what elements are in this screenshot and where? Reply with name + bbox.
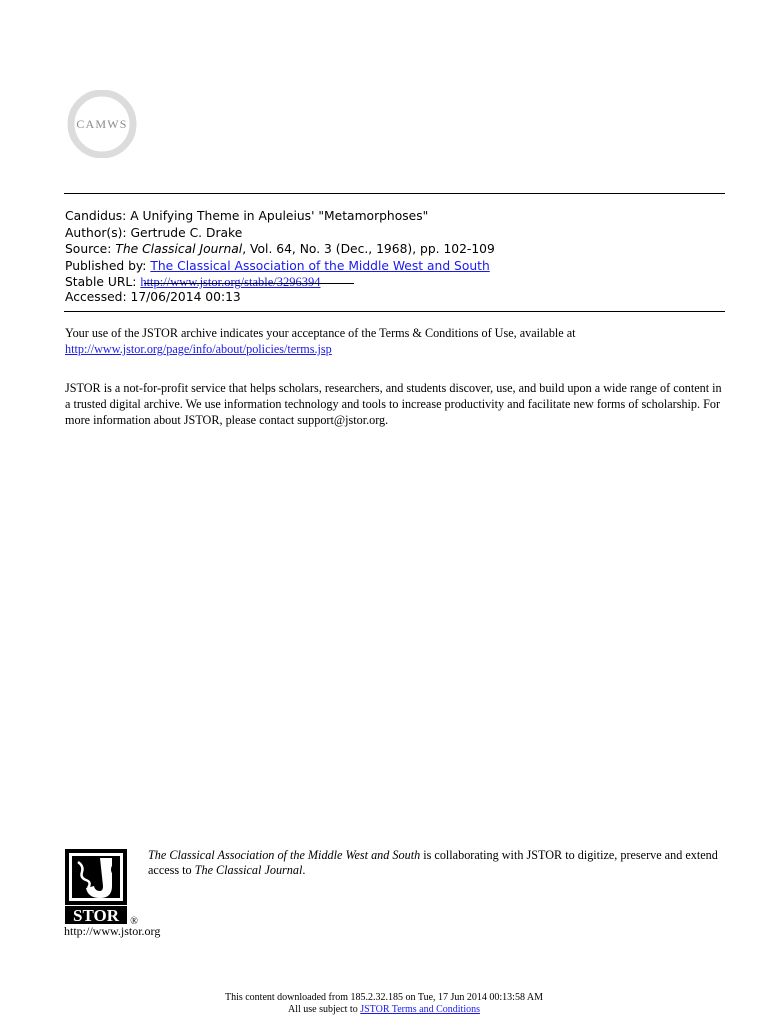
- article-title: Candidus: A Unifying Theme in Apuleius' "Metamorphoses": [65, 209, 429, 223]
- source-details: , Vol. 64, No. 3 (Dec., 1968), pp. 102-109: [242, 242, 495, 257]
- published-label: Published by:: [65, 258, 147, 273]
- camws-seal-icon: [64, 90, 140, 158]
- author-line: [65, 225, 495, 242]
- jstor-logo-icon: [64, 848, 144, 926]
- accessed-line: Accessed: 17/06/2014 00:13: [65, 290, 241, 304]
- stable-url-link[interactable]: http://www.jstor.org/stable/3296394: [140, 275, 321, 290]
- citation-block: [65, 208, 495, 291]
- jstor-logo: [64, 848, 144, 931]
- collaboration-statement: [148, 848, 728, 879]
- publisher-line: [65, 258, 495, 275]
- author-label: Author(s):: [65, 225, 127, 240]
- source-label: Source:: [65, 242, 112, 257]
- camws-logo: [64, 90, 140, 158]
- source-line: [65, 241, 495, 258]
- footer-prefix: All use subject to: [288, 1003, 361, 1015]
- jstor-terms-link[interactable]: JSTOR Terms and Conditions: [360, 1003, 480, 1015]
- stable-url-underline: [144, 283, 354, 284]
- footer-line1: This content downloaded from 185.2.32.185 on Tue, 17 Jun 2014 00:13:58 AM: [224, 992, 544, 1003]
- footer-line2: [0, 1004, 768, 1016]
- terms-paragraph: [65, 326, 725, 358]
- publisher-link[interactable]: The Classical Association of the Middle West and South: [150, 258, 490, 273]
- collab-journal: The Classical Journal: [194, 863, 303, 878]
- stable-url-label: Stable URL:: [65, 275, 137, 290]
- download-footer: [0, 992, 768, 1015]
- source-journal: The Classical Journal: [115, 242, 243, 257]
- collab-org: The Classical Association of the Middle West and South: [148, 848, 421, 862]
- collab-end: .: [302, 863, 306, 878]
- middle-rule: [64, 311, 725, 312]
- jstor-logo-text: STOR: [73, 906, 119, 925]
- camws-logo-text: CAMWS: [76, 117, 128, 131]
- author-name: Gertrude C. Drake: [130, 225, 243, 240]
- terms-link[interactable]: http://www.jstor.org/page/info/about/policies/terms.jsp: [65, 341, 332, 356]
- jstor-url[interactable]: http://www.jstor.org: [64, 924, 161, 938]
- terms-text: Your use of the JSTOR archive indicates your acceptance of the Terms & Conditions of Use, available at: [65, 326, 576, 340]
- about-paragraph: JSTOR is a not-for-profit service that helps scholars, researchers, and students discover, use, and build upon a wide range of content in a trusted digital archive. We use information technology and tools to increase productivity and facilitate new forms of scholarship. For more information about JSTOR, please contact support@jstor.org.: [65, 381, 722, 427]
- registered-mark: ®: [130, 916, 138, 926]
- collab-mid: is collaborating with JSTOR to digitize, preserve and extend access to: [148, 848, 718, 878]
- top-rule: [64, 193, 725, 194]
